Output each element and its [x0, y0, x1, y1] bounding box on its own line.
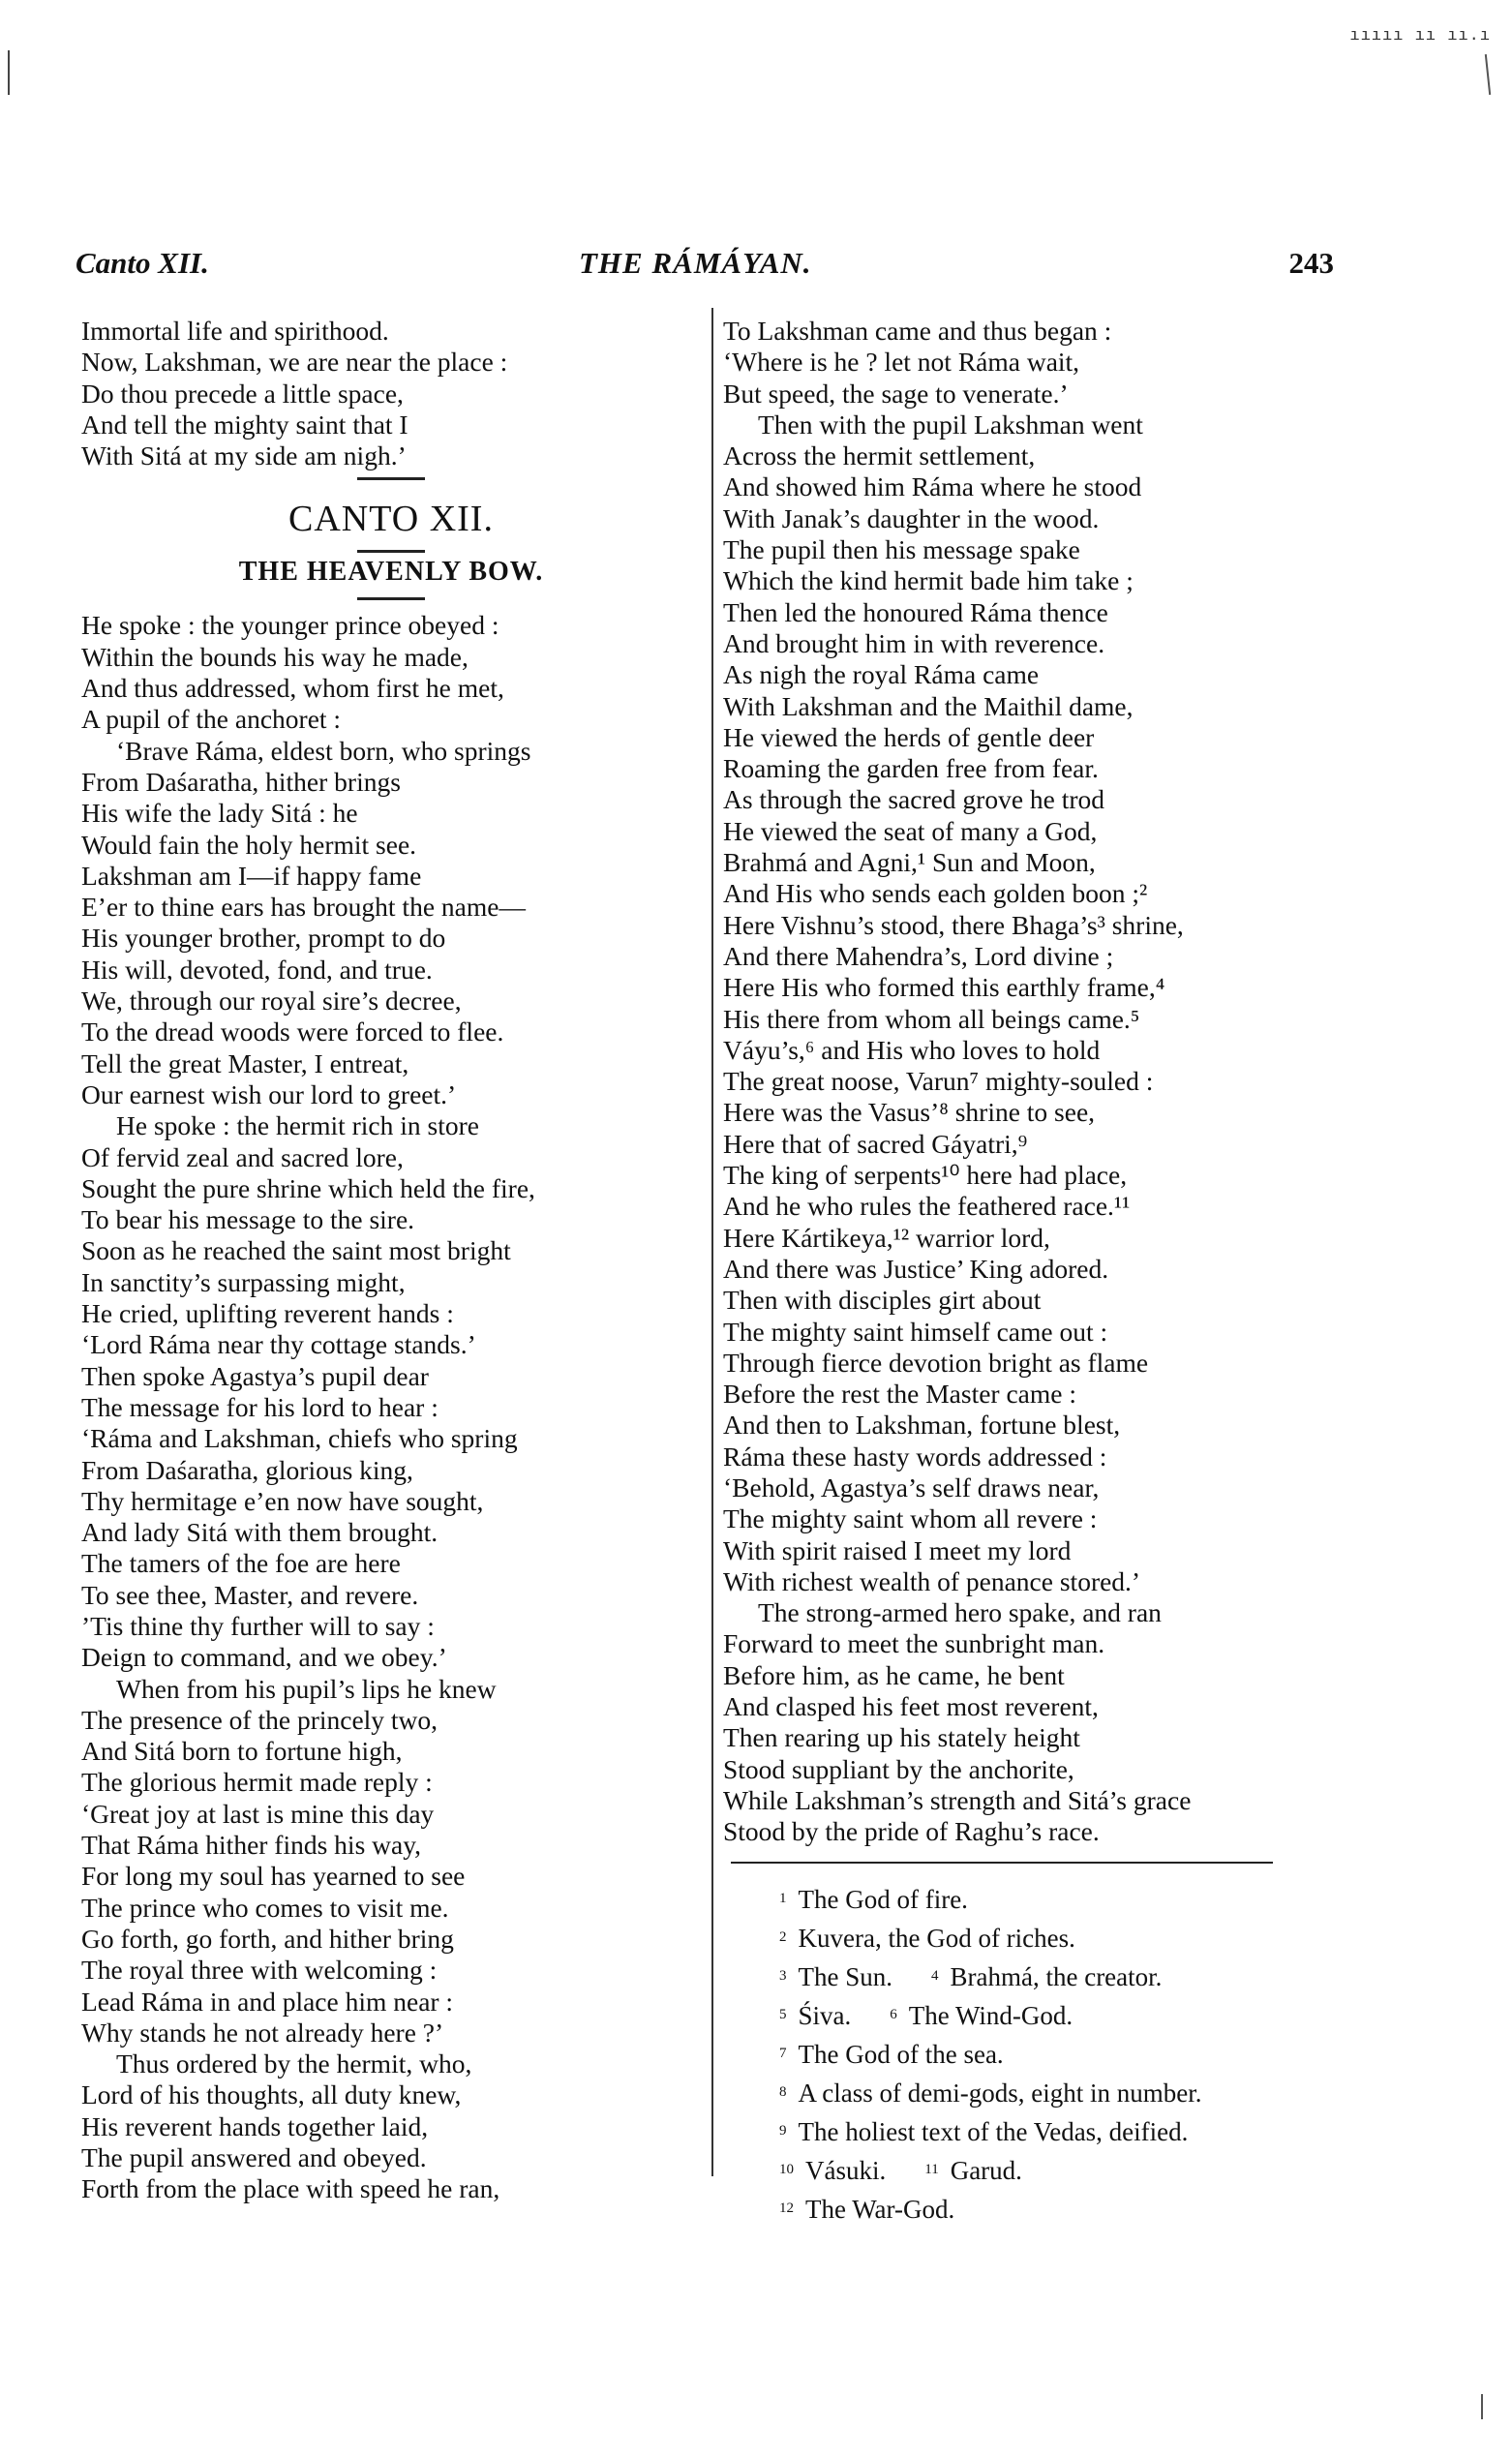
footnote-number: 2: [779, 1928, 787, 1945]
verse-line: The strong-armed hero spake, and ran: [758, 1597, 1162, 1628]
footnote-text: The God of the sea.: [798, 2039, 1004, 2069]
verse-line: His wife the lady Sitá : he: [81, 798, 358, 829]
verse-line: The presence of the princely two,: [81, 1704, 438, 1735]
verse-line: With Lakshman and the Maithil dame,: [723, 690, 1134, 721]
verse-line: Here was the Vasus’⁸ shrine to see,: [723, 1097, 1096, 1128]
ornament-rule: [357, 597, 425, 600]
verse-line: The message for his lord to hear :: [81, 1391, 438, 1422]
verse-line: Before the rest the Master came :: [723, 1379, 1076, 1410]
verse-line: To the dread woods were forced to flee.: [81, 1017, 504, 1047]
verse-line: And clasped his feet most reverent,: [723, 1691, 1099, 1722]
footnote-text: Vásuki.: [805, 2155, 887, 2185]
footnote: [723, 2073, 1362, 2111]
verse-body: [723, 316, 1362, 1848]
right-column: [723, 316, 1362, 2228]
verse-line: ‘Where is he ? let not Ráma wait,: [723, 347, 1080, 378]
footnote: [723, 1957, 1362, 1995]
verse-line: Of fervid zeal and sacred lore,: [81, 1141, 404, 1172]
footnote-number: 9: [779, 2122, 787, 2139]
page-number: 243: [1288, 246, 1334, 280]
verse-line: Váyu’s,⁶ and His who loves to hold: [723, 1034, 1101, 1065]
verse-line: And then to Lakshman, fortune blest,: [723, 1410, 1121, 1441]
verse-line: Stood suppliant by the anchorite,: [723, 1753, 1074, 1784]
verse-line: A pupil of the anchoret :: [81, 704, 342, 735]
verse-line: Soon as he reached the saint most bright: [81, 1235, 511, 1266]
verse-line: To see thee, Master, and revere.: [81, 1579, 419, 1610]
verse-line: But speed, the sage to venerate.’: [723, 378, 1069, 409]
verse-line: Why stands he not already here ?’: [81, 2017, 444, 2048]
verse-line: His will, devoted, fond, and true.: [81, 954, 433, 985]
verse-line: We, through our royal sire’s decree,: [81, 986, 462, 1017]
footnote-text: The holiest text of the Vedas, deified.: [798, 2116, 1189, 2146]
verse-line: Here Kártikeya,¹² warrior lord,: [723, 1222, 1050, 1253]
verse-line: And there was Justice’ King adored.: [723, 1253, 1109, 1284]
running-head-canto: Canto XII.: [76, 246, 209, 280]
verse-line: Thus ordered by the hermit, who,: [116, 2048, 472, 2079]
canto-subtitle: THE HEAVENLY BOW.: [238, 557, 544, 588]
verse-line: To bear his message to the sire.: [81, 1204, 415, 1235]
left-column: [81, 316, 701, 2205]
verse-line: As through the sacred grove he trod: [723, 784, 1105, 815]
scan-edge-mark: [8, 50, 10, 95]
verse-line: Brahmá and Agni,¹ Sun and Moon,: [723, 847, 1096, 878]
verse-line: ‘Behold, Agastya’s self draws near,: [723, 1472, 1100, 1502]
verse-line: Ráma these hasty words addressed :: [723, 1441, 1107, 1472]
verse-line: The royal three with welcoming :: [81, 1955, 438, 1986]
verse-line: Thy hermitage e’en now have sought,: [81, 1485, 484, 1516]
verse-line: Through fierce devotion bright as flame: [723, 1347, 1149, 1378]
verse-line: He spoke : the hermit rich in store: [116, 1110, 479, 1141]
verse-line: Go forth, go forth, and hither bring: [81, 1923, 454, 1954]
footnote-number: 11: [924, 2161, 939, 2177]
verse-line: The mighty saint himself came out :: [723, 1316, 1108, 1347]
verse-line: For long my soul has yearned to see: [81, 1861, 466, 1892]
footnote-text: The War-God.: [805, 2194, 955, 2224]
verse-line: Then with disciples girt about: [723, 1285, 1042, 1316]
verse-line: The great noose, Varun⁷ mighty-souled :: [723, 1066, 1154, 1097]
verse-line: With Janak’s daughter in the wood.: [723, 502, 1100, 533]
footnote: [723, 2189, 1362, 2228]
verse-line: And brought him in with reverence.: [723, 627, 1105, 658]
verse-line: Immortal life and spirithood.: [81, 316, 389, 346]
verse-line: He viewed the herds of gentle deer: [723, 721, 1095, 752]
footnote-number: 4: [931, 1967, 939, 1984]
page-header: [76, 246, 1334, 288]
verse-line: Here that of sacred Gáyatri,⁹: [723, 1128, 1028, 1159]
verse-line: The mighty saint whom all revere :: [723, 1503, 1098, 1534]
verse-line: He cried, uplifting reverent hands :: [81, 1298, 454, 1329]
footnote-number: 12: [779, 2200, 794, 2216]
verse-body: [81, 610, 701, 2204]
scan-artifact-stroke: [1485, 54, 1491, 95]
footnote-number: 8: [779, 2083, 787, 2100]
footnote: [723, 1879, 1362, 1918]
footnote-text: A class of demi-gods, eight in number.: [798, 2078, 1202, 2108]
verse-line: Sought the pure shrine which held the fire,: [81, 1172, 535, 1203]
verse-line: Stood by the pride of Raghu’s race.: [723, 1816, 1100, 1847]
verse-line: While Lakshman’s strength and Sitá’s grace: [723, 1784, 1192, 1815]
footnote-text: The Sun.: [798, 1961, 892, 1991]
verse-line: And lady Sitá with them brought.: [81, 1517, 438, 1548]
verse-line: E’er to thine ears has brought the name—: [81, 892, 526, 923]
scan-artifact-corner: [1481, 2394, 1483, 2419]
verse-line: ‘Lord Ráma near thy cottage stands.’: [81, 1329, 476, 1360]
verse-line: Here His who formed this earthly frame,⁴: [723, 972, 1165, 1003]
footnote-text: Brahmá, the creator.: [950, 1961, 1163, 1991]
ornament-rule: [357, 477, 425, 480]
footnote: [723, 2034, 1362, 2073]
verse-line: That Ráma hither finds his way,: [81, 1830, 422, 1861]
verse-line: And His who sends each golden boon ;²: [723, 878, 1148, 909]
verse-line: Forward to meet the sunbright man.: [723, 1628, 1105, 1659]
verse-line: The prince who comes to visit me.: [81, 1892, 449, 1923]
verse-line: Then with the pupil Lakshman went: [758, 409, 1143, 440]
scan-artifact: ııııı ıı ıı.ı: [1349, 27, 1491, 46]
verse-line: His younger brother, prompt to do: [81, 923, 446, 954]
verse-line: Then rearing up his stately height: [723, 1722, 1080, 1753]
footnote-number: 10: [779, 2161, 794, 2177]
running-head-title: THE RÁMÁYAN.: [579, 246, 812, 280]
verse-line: He viewed the seat of many a God,: [723, 815, 1098, 846]
verse-line: Forth from the place with speed he ran,: [81, 2173, 500, 2204]
verse-line: And Sitá born to fortune high,: [81, 1736, 403, 1767]
verse-line: From Daśaratha, hither brings: [81, 766, 401, 797]
verse-line: In sanctity’s surpassing might,: [81, 1266, 406, 1297]
verse-line: And there Mahendra’s, Lord divine ;: [723, 940, 1114, 971]
intro-verse: [81, 316, 701, 471]
verse-line: Which the kind hermit bade him take ;: [723, 565, 1134, 596]
verse-line: Deign to command, and we obey.’: [81, 1642, 447, 1673]
canto-title: CANTO XII.: [288, 499, 494, 540]
verse-line: And thus addressed, whom first he met,: [81, 673, 504, 704]
verse-line: Here Vishnu’s stood, there Bhaga’s³ shrine,: [723, 909, 1184, 940]
footnote: [723, 2111, 1362, 2150]
verse-line: Now, Lakshman, we are near the place :: [81, 347, 508, 378]
verse-line: ‘Brave Ráma, eldest born, who springs: [116, 735, 531, 766]
footnote-number: 3: [779, 1967, 787, 1984]
footnote: [723, 1918, 1362, 1957]
verse-line: Then spoke Agastya’s pupil dear: [81, 1360, 429, 1391]
verse-line: Would fain the holy hermit see.: [81, 829, 417, 860]
footnote-number: 1: [779, 1890, 787, 1906]
verse-line: The pupil answered and obeyed.: [81, 2142, 427, 2173]
verse-line: The glorious hermit made reply :: [81, 1767, 433, 1798]
verse-line: His there from whom all beings came.⁵: [723, 1003, 1140, 1034]
verse-line: His reverent hands together laid,: [81, 2110, 429, 2141]
footnote-text: Śiva.: [798, 2000, 852, 2030]
verse-line: And he who rules the feathered race.¹¹: [723, 1191, 1131, 1222]
verse-line: The tamers of the foe are here: [81, 1548, 401, 1579]
verse-line: Across the hermit settlement,: [723, 440, 1036, 471]
verse-line: Lead Ráma in and place him near :: [81, 1986, 454, 2017]
verse-line: He spoke : the younger prince obeyed :: [81, 610, 499, 641]
verse-line: Before him, as he came, he bent: [723, 1659, 1065, 1690]
verse-line: Our earnest wish our lord to greet.’: [81, 1078, 457, 1109]
verse-line: Lakshman am I—if happy fame: [81, 860, 422, 891]
footnote: [723, 1995, 1362, 2034]
footnote: [723, 2150, 1362, 2189]
footnote-number: 5: [779, 2006, 787, 2022]
verse-line: The king of serpents¹⁰ here had place,: [723, 1160, 1128, 1191]
footnote-text: The God of fire.: [798, 1884, 968, 1914]
footnote-number: 7: [779, 2045, 787, 2061]
verse-line: From Daśaratha, glorious king,: [81, 1454, 413, 1485]
footnote-text: Garud.: [950, 2155, 1022, 2185]
verse-line: ’Tis thine thy further will to say :: [81, 1610, 435, 1641]
verse-line: ‘Ráma and Lakshman, chiefs who spring: [81, 1423, 518, 1454]
footnote-rule: [731, 1862, 1273, 1864]
verse-line: When from his pupil’s lips he knew: [116, 1673, 497, 1704]
verse-line: ‘Great joy at last is mine this day: [81, 1798, 435, 1829]
verse-line: The pupil then his message spake: [723, 534, 1080, 565]
footnote-text: Kuvera, the God of riches.: [798, 1923, 1075, 1953]
footnote-text: The Wind-God.: [908, 2000, 1074, 2030]
column-divider: [711, 308, 713, 2176]
verse-line: Tell the great Master, I entreat,: [81, 1047, 409, 1078]
verse-line: Lord of his thoughts, all duty knew,: [81, 2079, 462, 2110]
verse-line: And tell the mighty saint that I: [81, 409, 408, 440]
verse-line: And showed him Ráma where he stood: [723, 471, 1142, 502]
verse-line: To Lakshman came and thus began :: [723, 316, 1112, 346]
verse-line: Then led the honoured Ráma thence: [723, 596, 1108, 627]
verse-line: Do thou precede a little space,: [81, 378, 404, 409]
verse-line: With richest wealth of penance stored.’: [723, 1565, 1141, 1596]
footnotes: [723, 1879, 1362, 2228]
verse-line: Within the bounds his way he made,: [81, 641, 469, 672]
verse-line: With spirit raised I meet my lord: [723, 1534, 1072, 1565]
verse-line: Roaming the garden free from fear.: [723, 753, 1099, 784]
verse-line: With Sitá at my side am nigh.’: [81, 440, 407, 471]
verse-line: As nigh the royal Ráma came: [723, 659, 1040, 690]
footnote-number: 6: [890, 2006, 897, 2022]
